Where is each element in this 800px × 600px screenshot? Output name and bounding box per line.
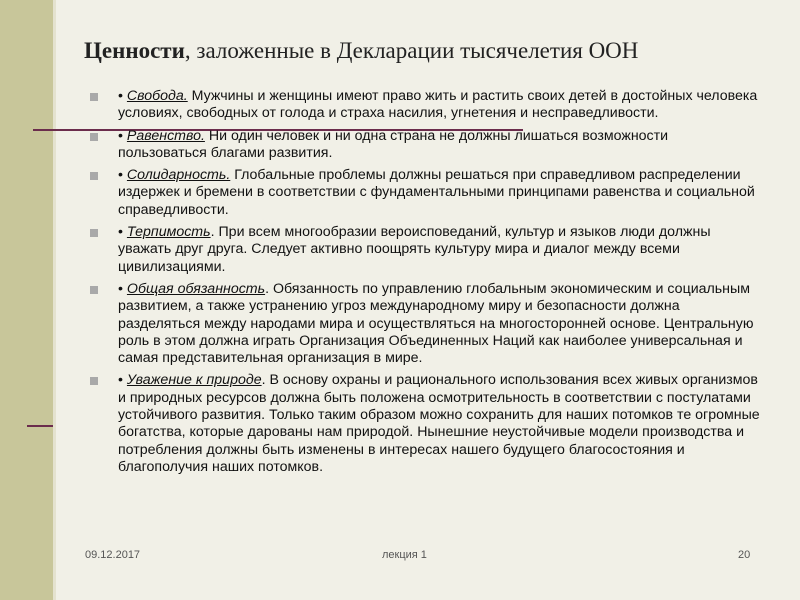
bullet-item-freedom: • Свобода. Мужчины и женщины имеют право жить и растить своих детей в достойных человека условиях, свободных от голода и страха насилия, угнетения и несправедливости.	[90, 88, 760, 123]
bullet-square-icon	[90, 133, 98, 141]
side-bar-shadow	[53, 0, 56, 600]
bullet-term: Солидарность.	[126, 167, 231, 184]
bullet-item-respect-for-nature: • Уважение к природе. В основу охраны и рационального использования всех живых организмов и природных ресурсов должна быть положена осмотрительность в соответствии с постулатами устойчивого развития. Только таким образом можно сохранить для наших потомков те огромные богатства, которые дарованы нам природой. Нынешние неустойчивые модели производства и потребления должны быть изменены в интересах нашего будущего благосостояния и благополучия наших потомков.	[90, 372, 760, 476]
bullet-term: Терпимость	[126, 224, 211, 241]
decorative-side-bar	[0, 0, 53, 600]
bullet-text: Мужчины и женщины имеют право жить и растить своих детей в достойных человека условиях, свободных от голода и страха насилия, угнетения и несправедливости.	[118, 88, 758, 122]
bullet-term: Равенство.	[126, 127, 205, 144]
bullet-term: Общая обязанность	[126, 280, 266, 297]
bullet-text: Глобальные проблемы должны решаться при справедливом распределении издержек и бремени в соответствии с фундаментальными принципами равенства и социальной справедливости.	[118, 167, 755, 218]
bullet-item-equality: • Равенство. Ни один человек и ни одна страна не должны лишаться возможности пользоваться благами развития.	[90, 128, 760, 163]
bullet-square-icon	[90, 93, 98, 101]
footer-page-number: 20	[738, 549, 751, 561]
bullet-term: Свобода.	[126, 88, 188, 104]
footer-lecture: лекция 1	[382, 549, 427, 561]
bullet-text: . При всем многообразии вероисповеданий, культур и языков люди должны уважать друг друга. Следует активно поощрять культуру мира и диалог между всеми цивилизациями.	[118, 224, 711, 275]
bullet-text: . В основу охраны и рационального использования всех живых организмов и природных ресурсов должна быть положена осмотрительность в соответствии с постулатами устойчивого развития. Только таким образом можно сохранить для наших потомков те огромные богатства, которые дарованы нам природой. Нынешние неустойчивые модели производства и потребления должны быть изменены в интересах нашего будущего благосостояния и благополучия наших потомков.	[118, 372, 760, 475]
bullet-item-shared-responsibility: • Общая обязанность. Обязанность по управлению глобальным экономическим и социальным развитием, а также устранению угроз международному миру и безопасности должна разделяться между народами мира и осуществляться на многосторонней основе. Центральную роль в этом должна играть Организация Объединенных Наций как наиболее универсальная и самая представительная организация в мире.	[90, 281, 760, 367]
side-accent-rule	[27, 425, 53, 427]
bullet-item-solidarity: • Солидарность. Глобальные проблемы должны решаться при справедливом распределении издержек и бремени в соответствии с фундаментальными принципами равенства и социальной справедливости.	[90, 167, 760, 219]
bullet-text: Ни один человек и ни одна страна не должны лишаться возможности пользоваться благами развития.	[118, 127, 669, 161]
bullet-text: . Обязанность по управлению глобальным экономическим и социальным развитием, а также устранению угроз международному миру и безопасности должна разделяться между народами мира и осуществляться на многосторонней основе. Центральную роль в этом должна играть Организация Объединенных Наций как наиболее универсальная и самая представительная организация в мире.	[118, 280, 754, 367]
bullet-item-tolerance: • Терпимость. При всем многообразии вероисповеданий, культур и языков люди должны уважать друг друга. Следует активно поощрять культуру мира и диалог между всеми цивилизациями.	[90, 224, 760, 276]
bullet-term: Уважение к природе	[126, 372, 262, 389]
title-rest: , заложенные в Декларации тысячелетия ООН	[184, 38, 639, 63]
slide-title	[84, 38, 784, 64]
bullet-square-icon	[90, 377, 98, 385]
footer-date: 09.12.2017	[85, 549, 141, 561]
bullet-square-icon	[90, 286, 98, 294]
bullet-square-icon	[90, 229, 98, 237]
bullet-square-icon	[90, 172, 98, 180]
bullet-list	[90, 88, 760, 481]
title-bold-part: Ценности	[84, 38, 185, 63]
